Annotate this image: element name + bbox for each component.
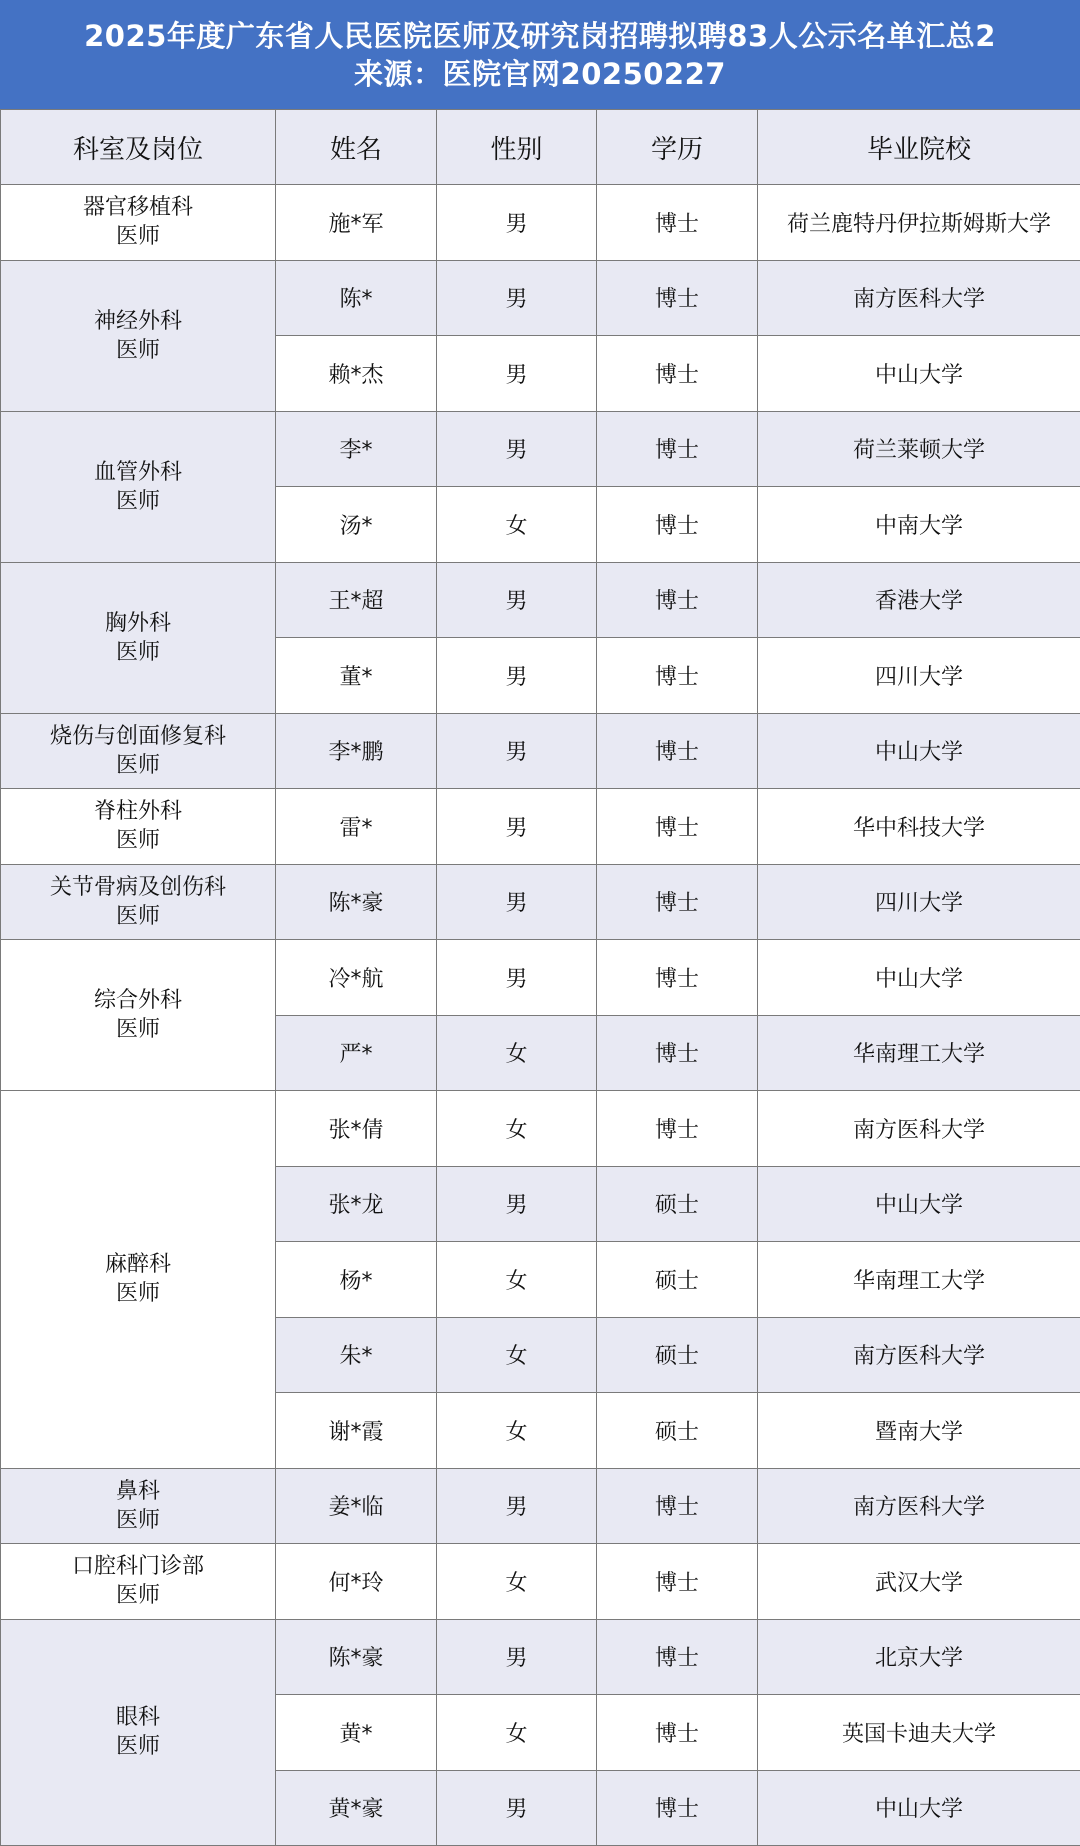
school-cell: 荷兰鹿特丹伊拉斯姆斯大学 bbox=[758, 185, 1080, 261]
gender-cell: 女 bbox=[437, 487, 597, 563]
header-department: 科室及岗位 bbox=[1, 110, 276, 185]
table-row bbox=[1, 185, 1080, 261]
school-cell: 南方医科大学 bbox=[758, 1468, 1080, 1544]
department-name: 烧伤与创面修复科 bbox=[49, 723, 226, 749]
department-name: 器官移植科 bbox=[82, 195, 193, 221]
degree-cell: 博士 bbox=[597, 638, 758, 714]
gender-cell: 男 bbox=[437, 336, 597, 412]
school-cell: 暨南大学 bbox=[758, 1393, 1080, 1469]
department-cell bbox=[1, 713, 276, 789]
name-cell: 李*鹏 bbox=[276, 713, 437, 789]
degree-cell: 博士 bbox=[597, 1015, 758, 1091]
degree-cell: 博士 bbox=[597, 487, 758, 563]
degree-cell: 博士 bbox=[597, 940, 758, 1016]
department-name: 脊柱外科 bbox=[93, 799, 182, 825]
title-banner bbox=[0, 0, 1080, 110]
gender-cell: 女 bbox=[437, 1544, 597, 1620]
header-name: 姓名 bbox=[276, 110, 437, 185]
department-name: 麻醉科 bbox=[104, 1252, 171, 1278]
department-name: 胸外科 bbox=[104, 610, 171, 636]
degree-cell: 硕士 bbox=[597, 1317, 758, 1393]
gender-cell: 女 bbox=[437, 1317, 597, 1393]
gender-cell: 男 bbox=[437, 1166, 597, 1242]
department-name: 口腔科门诊部 bbox=[71, 1554, 204, 1580]
header-gender: 性别 bbox=[437, 110, 597, 185]
school-cell: 四川大学 bbox=[758, 638, 1080, 714]
name-cell: 黄* bbox=[276, 1695, 437, 1771]
degree-cell: 博士 bbox=[597, 789, 758, 865]
school-cell: 中山大学 bbox=[758, 713, 1080, 789]
degree-cell: 博士 bbox=[597, 864, 758, 940]
post-title: 医师 bbox=[115, 1507, 160, 1533]
school-cell: 中山大学 bbox=[758, 1770, 1080, 1846]
post-title: 医师 bbox=[115, 1281, 160, 1307]
table-body bbox=[1, 185, 1080, 1846]
name-cell: 黄*豪 bbox=[276, 1770, 437, 1846]
gender-cell: 男 bbox=[437, 260, 597, 336]
gender-cell: 男 bbox=[437, 638, 597, 714]
gender-cell: 男 bbox=[437, 562, 597, 638]
school-cell: 中山大学 bbox=[758, 336, 1080, 412]
department-name: 眼科 bbox=[115, 1705, 160, 1731]
name-cell: 汤* bbox=[276, 487, 437, 563]
table-row bbox=[1, 789, 1080, 865]
degree-cell: 博士 bbox=[597, 1544, 758, 1620]
school-cell: 北京大学 bbox=[758, 1619, 1080, 1695]
degree-cell: 博士 bbox=[597, 411, 758, 487]
department-name: 鼻科 bbox=[115, 1478, 160, 1504]
table-row bbox=[1, 1468, 1080, 1544]
name-cell: 王*超 bbox=[276, 562, 437, 638]
degree-cell: 博士 bbox=[597, 1695, 758, 1771]
gender-cell: 男 bbox=[437, 713, 597, 789]
school-cell: 中山大学 bbox=[758, 1166, 1080, 1242]
gender-cell: 男 bbox=[437, 1468, 597, 1544]
degree-cell: 硕士 bbox=[597, 1242, 758, 1318]
gender-cell: 男 bbox=[437, 411, 597, 487]
post-title: 医师 bbox=[115, 1017, 160, 1042]
table-row bbox=[1, 1544, 1080, 1620]
department-name: 神经外科 bbox=[93, 308, 182, 334]
school-cell: 香港大学 bbox=[758, 562, 1080, 638]
post-title: 医师 bbox=[115, 903, 160, 929]
degree-cell: 博士 bbox=[597, 562, 758, 638]
school-cell: 南方医科大学 bbox=[758, 1317, 1080, 1393]
header-degree: 学历 bbox=[597, 110, 758, 185]
department-cell bbox=[1, 1468, 276, 1544]
gender-cell: 男 bbox=[437, 789, 597, 865]
school-cell: 英国卡迪夫大学 bbox=[758, 1695, 1080, 1771]
name-cell: 陈*豪 bbox=[276, 864, 437, 940]
gender-cell: 女 bbox=[437, 1695, 597, 1771]
degree-cell: 博士 bbox=[597, 336, 758, 412]
post-title: 医师 bbox=[115, 224, 160, 250]
department-cell bbox=[1, 789, 276, 865]
post-title: 医师 bbox=[115, 639, 160, 665]
department-cell bbox=[1, 185, 276, 261]
gender-cell: 女 bbox=[437, 1015, 597, 1091]
name-cell: 董* bbox=[276, 638, 437, 714]
school-cell: 荷兰莱顿大学 bbox=[758, 411, 1080, 487]
hiring-table bbox=[0, 109, 1080, 1846]
school-cell: 华南理工大学 bbox=[758, 1015, 1080, 1091]
department-name: 关节骨病及创伤科 bbox=[49, 874, 226, 900]
degree-cell: 硕士 bbox=[597, 1393, 758, 1469]
name-cell: 杨* bbox=[276, 1242, 437, 1318]
degree-cell: 博士 bbox=[597, 1770, 758, 1846]
name-cell: 李* bbox=[276, 411, 437, 487]
school-cell: 四川大学 bbox=[758, 864, 1080, 940]
post-title: 医师 bbox=[115, 1583, 160, 1609]
degree-cell: 博士 bbox=[597, 713, 758, 789]
table-row bbox=[1, 713, 1080, 789]
name-cell: 何*玲 bbox=[276, 1544, 437, 1620]
name-cell: 张*倩 bbox=[276, 1091, 437, 1167]
department-cell bbox=[1, 940, 276, 1091]
school-cell: 华南理工大学 bbox=[758, 1242, 1080, 1318]
gender-cell: 女 bbox=[437, 1393, 597, 1469]
post-title: 医师 bbox=[115, 337, 160, 363]
department-cell bbox=[1, 1544, 276, 1620]
school-cell: 中南大学 bbox=[758, 487, 1080, 563]
department-name: 血管外科 bbox=[93, 459, 182, 485]
school-cell: 南方医科大学 bbox=[758, 260, 1080, 336]
header-row bbox=[1, 110, 1080, 185]
header-school: 毕业院校 bbox=[758, 110, 1080, 185]
school-cell: 武汉大学 bbox=[758, 1544, 1080, 1620]
post-title: 医师 bbox=[115, 828, 160, 854]
name-cell: 冷*航 bbox=[276, 940, 437, 1016]
department-cell bbox=[1, 864, 276, 940]
degree-cell: 博士 bbox=[597, 185, 758, 261]
department-cell bbox=[1, 562, 276, 713]
gender-cell: 女 bbox=[437, 1242, 597, 1318]
table-row bbox=[1, 1091, 1080, 1167]
name-cell: 陈* bbox=[276, 260, 437, 336]
degree-cell: 博士 bbox=[597, 1091, 758, 1167]
department-cell bbox=[1, 411, 276, 562]
gender-cell: 男 bbox=[437, 1619, 597, 1695]
department-cell bbox=[1, 260, 276, 411]
school-cell: 华中科技大学 bbox=[758, 789, 1080, 865]
table-row bbox=[1, 1619, 1080, 1695]
degree-cell: 博士 bbox=[597, 260, 758, 336]
table-row bbox=[1, 260, 1080, 336]
table-row bbox=[1, 411, 1080, 487]
degree-cell: 硕士 bbox=[597, 1166, 758, 1242]
degree-cell: 博士 bbox=[597, 1619, 758, 1695]
table-row bbox=[1, 940, 1080, 1016]
department-cell bbox=[1, 1619, 276, 1846]
degree-cell: 博士 bbox=[597, 1468, 758, 1544]
post-title: 医师 bbox=[115, 1734, 160, 1760]
name-cell: 雷* bbox=[276, 789, 437, 865]
table-row bbox=[1, 562, 1080, 638]
name-cell: 赖*杰 bbox=[276, 336, 437, 412]
name-cell: 陈*豪 bbox=[276, 1619, 437, 1695]
name-cell: 施*军 bbox=[276, 185, 437, 261]
name-cell: 严* bbox=[276, 1015, 437, 1091]
name-cell: 谢*霞 bbox=[276, 1393, 437, 1469]
title-line-1: 2025年度广东省人民医院医师及研究岗招聘拟聘83人公示名单汇总2 bbox=[84, 19, 996, 53]
table-row bbox=[1, 864, 1080, 940]
gender-cell: 男 bbox=[437, 864, 597, 940]
school-cell: 中山大学 bbox=[758, 940, 1080, 1016]
post-title: 医师 bbox=[115, 488, 160, 514]
school-cell: 南方医科大学 bbox=[758, 1091, 1080, 1167]
name-cell: 朱* bbox=[276, 1317, 437, 1393]
department-name: 综合外科 bbox=[93, 988, 182, 1013]
name-cell: 张*龙 bbox=[276, 1166, 437, 1242]
gender-cell: 男 bbox=[437, 1770, 597, 1846]
gender-cell: 男 bbox=[437, 185, 597, 261]
post-title: 医师 bbox=[115, 752, 160, 778]
title-line-2: 来源：医院官网20250227 bbox=[354, 57, 726, 91]
name-cell: 姜*临 bbox=[276, 1468, 437, 1544]
gender-cell: 女 bbox=[437, 1091, 597, 1167]
gender-cell: 男 bbox=[437, 940, 597, 1016]
department-cell bbox=[1, 1091, 276, 1469]
